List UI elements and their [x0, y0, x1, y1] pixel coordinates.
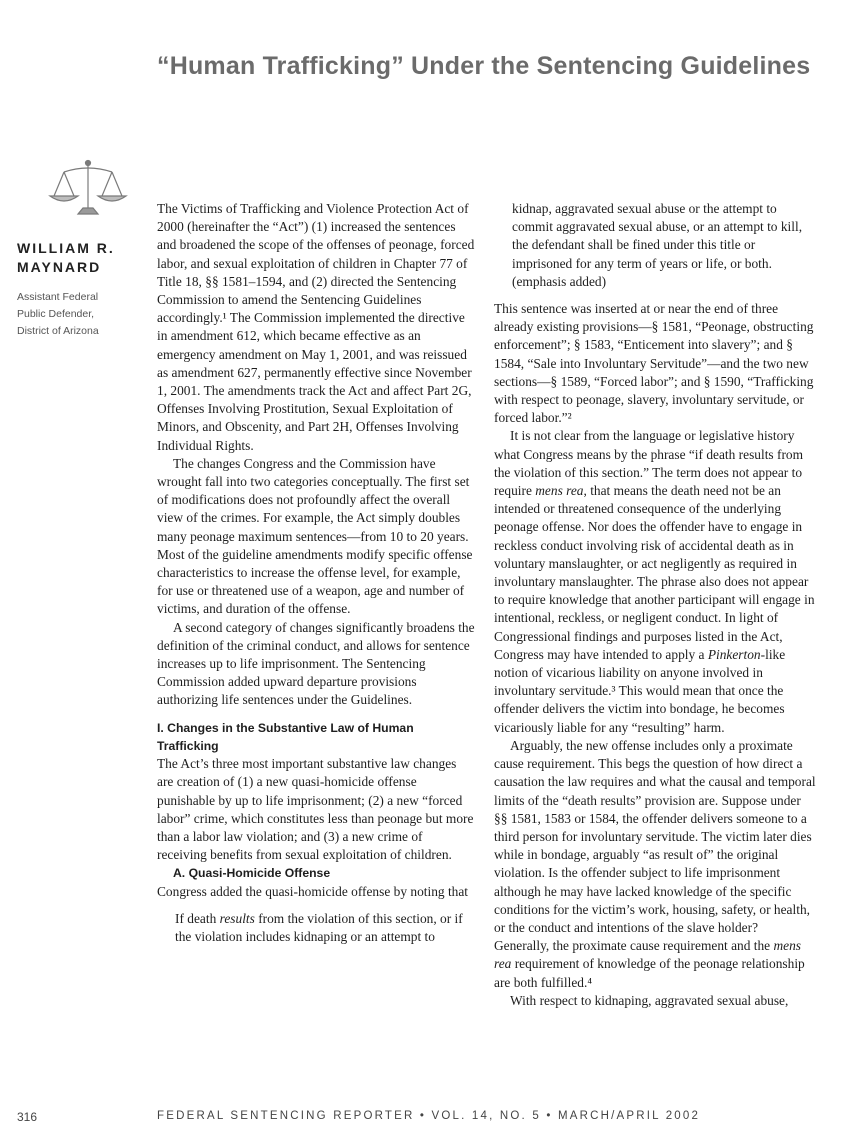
- text-run: requirement of knowledge of the peonage relationship are both fulfilled.⁴: [494, 956, 805, 990]
- emphasis-mens-rea: mens rea: [535, 483, 584, 499]
- paragraph-quasi-homicide: Congress added the quasi-homicide offense by noting that: [157, 883, 469, 899]
- statute-quote: [157, 910, 475, 946]
- paragraph-categories: The changes Congress and the Commission have wrought fall into two categories conceptually. The first set of modifications does not profoundly affect the overall view of the crimes. For example, the Act simply doubles many peonage maximum sentences—from 10 to 20 years. Most of the guideline amendments modify specific offense characteristics to increase the offense level, for example, for use or threatened use of a weapon, age and number of victims, and duration of the offense.: [157, 455, 473, 617]
- text-run: -like notion of vicarious liability on anyone involved in involuntary servitude.³ This would mean that once the offender delivers the victim into bondage, he becomes vicariously liable for any “resulting” harm.: [494, 646, 786, 735]
- author-name: [17, 239, 142, 277]
- paragraph-second-category: A second category of changes significantly broadens the definition of the criminal conduct, and allows for sentence increases up to life imprisonment. The Sentencing Commission added upward departure provisions authorizing life sentences under the Guidelines.: [157, 619, 475, 708]
- article-title: “Human Trafficking” Under the Sentencing Guidelines: [157, 52, 811, 80]
- quote-emphasis: results: [219, 910, 255, 926]
- paragraph-proximate-cause: [494, 737, 816, 992]
- emphasis-pinkerton: Pinkerton: [707, 646, 761, 662]
- paragraph-kidnaping: With respect to kidnaping, aggravated sexual abuse,: [510, 992, 789, 1008]
- scales-of-justice-icon: [38, 158, 138, 218]
- paragraph-intro: The Victims of Trafficking and Violence Protection Act of 2000 (hereinafter the “Act”) (1) increased the sentences and broadened the scope of the offenses of peonage, forced labor, and sexual exploitation of children in Chapter 77 of Title 18, §§ 1581–1594, and (2) directed the Sentencing Commission to amend the Sentencing Guidelines accordingly.¹ The Commission implemented the directive in amendment 612, which became effective as an emergency amendment on May 1, 2001, and was reissued as amendment 627, permanently effective since November 1, 2001. The amendments track the Act and affect Part 2G, Offenses Involving Prostitution, Sexual Exploitation of Minors, and Obscenity, and Part 2H, Offenses Involving Individual Rights.: [157, 201, 475, 453]
- statute-quote-continued: kidnap, aggravated sexual abuse or the attempt to commit aggravated sexual abuse, or an attempt to kill, the defendant shall be fined under this title or imprisoned for any term of years or life, or both. (emphasis added): [512, 201, 803, 289]
- paragraph-death-results: [494, 427, 816, 736]
- emphasis-mens-rea: mens rea: [494, 938, 802, 972]
- text-run: , that means the death need not be an intended or threatened consequence of the underlying peonage offense. Nor does the offender have to engage in reckless conduct involving risk of accidental death as in voluntary manslaughter, or act negligently as required in involuntary manslaughter. The phrase also does not appear to require knowledge that another participant will engage in intentional, reckless, or negligent conduct. In light of Congressional findings and purposes listed in the Act, Congress may have intended to apply a: [494, 483, 815, 662]
- author-name-line-2: MAYNARD: [17, 259, 102, 275]
- right-column: [494, 200, 816, 1010]
- paragraph-inserted-sentence: This sentence was inserted at or near the end of three already existing provisions—§ 1581, “Peonage, obstructing enforcement”; § 1583, “Enticement into slavery”; and § 1584, “Sale into Involuntary Servitude”—and the two new sections—§ 1589, “Forced labor”; and § 1590, “Trafficking with respect to peonage, slavery, involuntary servitude, or forced labor.”²: [494, 301, 814, 426]
- quote-text-end: from the violation of this section, or if the violation includes kidnaping or an attempt to: [175, 910, 463, 944]
- page-number: 316: [17, 1110, 38, 1124]
- quote-text-start: If death: [175, 910, 220, 926]
- paragraph-substantive-changes: The Act’s three most important substantive law changes are creation of (1) a new quasi-homicide offense punishable by up to life imprisonment; (2) a new “forced labor” crime, which constitutes less than peonage but more than a labor law violation; and (3) a new crime of receiving benefits from sexual exploitation of children.: [157, 756, 474, 863]
- author-name-line-1: WILLIAM R.: [17, 240, 115, 256]
- left-column: [157, 200, 475, 946]
- text-run: It is not clear from the language or legislative history what Congress means by the phrase “if death results from the violation of this section.” The term does not appear to require: [494, 428, 804, 499]
- running-footer: FEDERAL SENTENCING REPORTER • VOL. 14, NO. 5 • MARCH/APRIL 2002: [157, 1110, 701, 1122]
- affiliation-line-3: District of Arizona: [17, 325, 99, 337]
- section-heading: I. Changes in the Substantive Law of Human Trafficking: [157, 720, 414, 753]
- author-affiliation: [17, 289, 142, 340]
- affiliation-line-2: Public Defender,: [17, 308, 95, 320]
- text-run: Arguably, the new offense includes only a proximate cause requirement. This begs the question of how direct a causation the law requires and what the causal and temporal limits of the “death results” provision are. Suppose under §§ 1581, 1583 or 1584, the offender delivers someone to a third person for involuntary servitude. The victim later dies while in bondage, arguably “as result of” the original violation. Is the offender subject to life imprisonment although he may have lacked knowledge of the specific conditions for the victim’s work, housing, safety, or health, or the conduct and intentions of the slave holder? Generally, the proximate cause requirement and the: [494, 737, 816, 954]
- subsection-heading: A. Quasi-Homicide Offense: [173, 866, 331, 881]
- affiliation-line-1: Assistant Federal: [17, 291, 99, 303]
